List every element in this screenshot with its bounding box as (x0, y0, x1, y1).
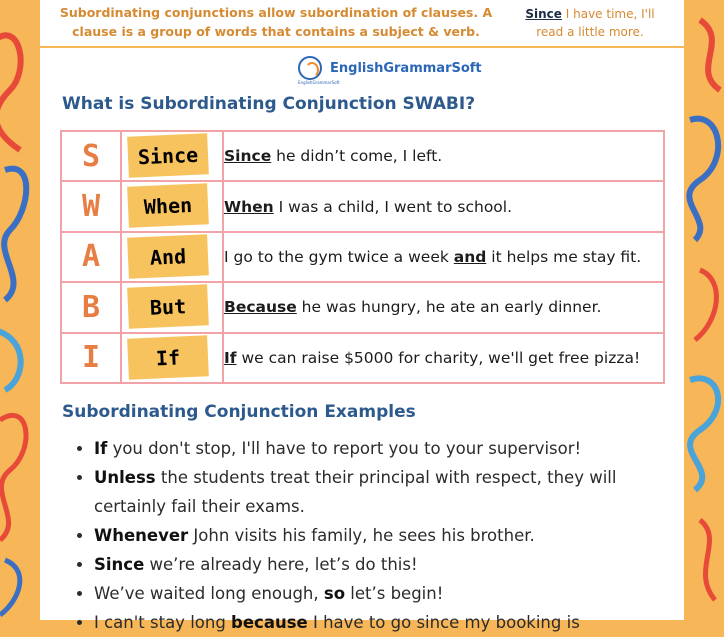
swabi-sentence (223, 333, 664, 383)
swabi-row (61, 232, 664, 282)
swabi-row (61, 333, 664, 383)
sentence-post: I was a child, I went to school. (273, 197, 513, 216)
logo-tagline: EnglishGrammarSoft (298, 80, 340, 85)
example-post: John visits his family, he sees his brother. (188, 526, 535, 545)
swabi-word-cell (121, 333, 223, 383)
example-pre: I can't stay long (94, 613, 232, 632)
section-title-examples: Subordinating Conjunction Examples (62, 402, 416, 422)
example-post: I have to go since my booking is (307, 613, 580, 632)
example-item (94, 608, 674, 637)
sentence-post: he didn’t come, I left. (271, 147, 443, 166)
example-post: you don't stop, I'll have to report you to your supervisor! (107, 439, 582, 458)
example-item (94, 463, 674, 521)
swabi-word-cell (121, 282, 223, 332)
intro-example-keyword: Since (525, 7, 562, 21)
example-item (94, 550, 674, 579)
example-item (94, 434, 674, 463)
logo-icon (298, 56, 322, 80)
example-item (94, 579, 674, 608)
sentence-pre: I go to the gym twice a week (224, 247, 454, 266)
example-keyword: so (323, 584, 346, 603)
swabi-row (61, 131, 664, 181)
examples-list (72, 434, 674, 637)
intro-example (510, 5, 670, 41)
sentence-keyword: Since (224, 147, 272, 166)
example-post: we’re already here, let’s do this! (144, 555, 418, 574)
swabi-letter: S (61, 131, 121, 181)
swabi-sentence (223, 131, 664, 181)
swabi-letter: I (61, 333, 121, 383)
intro-text: Subordinating conjunctions allow subordination of clauses. A clause is a group of words that contains a subject & verb. (59, 5, 493, 39)
swabi-sentence (223, 282, 664, 332)
intro-example-rest: I have time, I'll read a little more. (536, 7, 655, 39)
swabi-word: If (127, 335, 209, 379)
example-keyword: because (231, 613, 308, 632)
example-keyword: If (94, 439, 108, 458)
worksheet-card (40, 0, 684, 632)
swabi-word: Since (127, 133, 209, 177)
swabi-word: And (127, 234, 209, 278)
example-item (94, 521, 674, 550)
example-keyword: Whenever (94, 526, 189, 545)
swabi-sentence (223, 181, 664, 231)
sentence-keyword: Because (224, 298, 297, 317)
sentence-keyword: and (453, 247, 487, 266)
section-title-swabi: What is Subordinating Conjunction SWABI? (62, 94, 476, 114)
sentence-post: he was hungry, he ate an early dinner. (296, 298, 602, 317)
example-post: the students treat their principal with respect, they will certainly fail their exams. (94, 468, 617, 516)
sentence-post: we can raise $5000 for charity, we'll get free pizza! (236, 348, 641, 367)
swabi-word-cell (121, 181, 223, 231)
swabi-sentence (223, 232, 664, 282)
sentence-keyword: If (224, 348, 237, 367)
sentence-keyword: When (224, 197, 274, 216)
example-pre: We’ve waited long enough, (94, 584, 324, 603)
example-keyword: Since (94, 555, 145, 574)
swabi-row (61, 282, 664, 332)
swabi-table (60, 130, 665, 384)
swabi-word: When (127, 184, 209, 228)
brand-logo (298, 54, 482, 82)
swabi-letter: A (61, 232, 121, 282)
swabi-letter: W (61, 181, 121, 231)
logo-name: EnglishGrammarSoft (330, 60, 482, 76)
swabi-word: But (127, 284, 209, 328)
divider (40, 46, 684, 48)
sentence-post: it helps me stay fit. (486, 247, 642, 266)
swabi-word-cell (121, 131, 223, 181)
swabi-word-cell (121, 232, 223, 282)
example-post: let’s begin! (345, 584, 444, 603)
swabi-row (61, 181, 664, 231)
swabi-letter: B (61, 282, 121, 332)
example-keyword: Unless (94, 468, 156, 487)
